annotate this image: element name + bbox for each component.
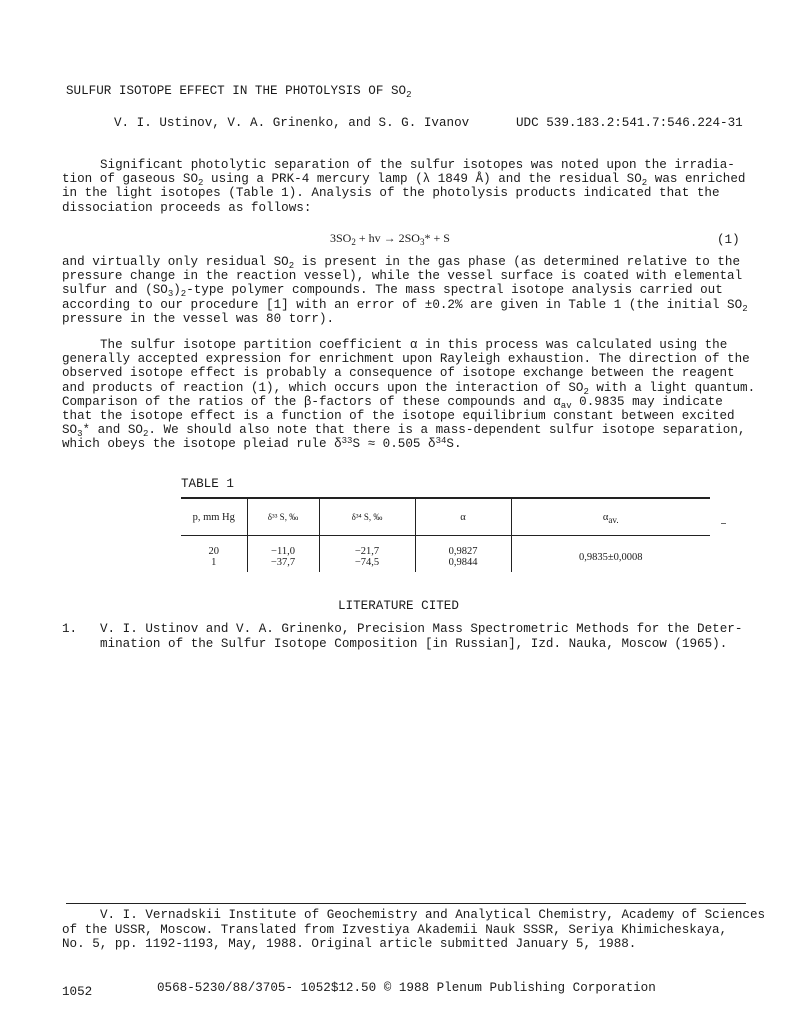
text: S ≈ 0.505 δ xyxy=(352,437,436,452)
cell-d33 xyxy=(247,536,319,573)
line xyxy=(62,380,756,397)
value: −11,0 xyxy=(271,546,295,557)
line: that the isotope effect is a function of the isotope equilibrium constant between excited xyxy=(62,409,735,424)
text: tion of gaseous SO xyxy=(62,172,199,187)
footnote-line: of the USSR, Moscow. Translated from Izvestiya Akademii Nauk SSSR, Seriya Khimicheskaya, xyxy=(62,922,728,937)
text: S. xyxy=(446,437,462,452)
text: * and SO xyxy=(82,423,143,438)
value: 0,9827 xyxy=(448,546,478,557)
paragraph-2 xyxy=(62,255,750,326)
text: V. I. Ustinov and V. A. Grinenko, Precision Mass Spectrometric Methods for the Deter- xyxy=(100,622,743,636)
superscript: 34 xyxy=(435,436,447,447)
value: 0,9844 xyxy=(448,557,478,568)
cell-alpha xyxy=(415,536,511,573)
header-alpha-av xyxy=(511,498,710,536)
text: was enriched xyxy=(647,172,746,187)
text: . We should also note that there is a mass-dependent sulfur isotope separation, xyxy=(148,423,746,438)
ref-number: 1. xyxy=(62,622,78,636)
cell-pressure xyxy=(181,536,247,573)
paragraph-1 xyxy=(62,158,750,215)
margin-mark xyxy=(721,523,726,524)
footnote-line: No. 5, pp. 1192-1193, May, 1988. Original article submitted January 5, 1988. xyxy=(62,937,637,952)
subscript: 2 xyxy=(742,303,748,314)
title-subscript: 2 xyxy=(406,90,412,100)
text: using a PRK-4 mercury lamp (λ 1849 Å) and the residual SO xyxy=(203,172,642,187)
header-pressure: p, mm Hg xyxy=(181,498,247,536)
alpha-av-subscript: av. xyxy=(608,514,619,525)
title-text: SULFUR ISOTOPE EFFECT IN THE PHOTOLYSIS OF SO xyxy=(66,84,407,98)
subscript: 3 xyxy=(167,289,174,300)
subscript: 3 xyxy=(77,429,83,440)
text: which obeys the isotope pleiad rule δ xyxy=(62,437,342,452)
subscript: 2 xyxy=(198,178,204,189)
line: in the light isotopes (Table 1). Analysis of the photolysis products indicated that the xyxy=(62,186,720,201)
reference-1 xyxy=(62,622,742,652)
line: pressure in the vessel was 80 torr). xyxy=(62,311,335,326)
authors: V. I. Ustinov, V. A. Grinenko, and S. G. Ivanov xyxy=(114,116,470,130)
line: The sulfur isotope partition coefficient α in this process was calculated using the xyxy=(100,338,728,352)
text: SO xyxy=(62,423,78,438)
text: Comparison of the ratios of the β-factors of these compounds and α xyxy=(62,394,561,409)
line xyxy=(62,283,750,300)
value: −74,5 xyxy=(354,557,380,568)
equation-number: (1) xyxy=(717,233,740,247)
text: and virtually only residual SO xyxy=(62,255,289,269)
value: −21,7 xyxy=(354,546,380,557)
cell-alpha-av: 0,9835±0,0008 xyxy=(511,536,710,573)
line xyxy=(62,423,750,440)
subscript: 2 xyxy=(143,429,149,440)
line xyxy=(62,298,750,312)
text: and products of reaction (1), which occurs upon the interaction of SO xyxy=(62,380,584,395)
eq-part: 3SO xyxy=(330,231,352,245)
text: 0.9835 may indicate xyxy=(571,394,723,409)
line xyxy=(62,437,750,451)
subscript: 2 xyxy=(583,386,589,397)
subscript: 2 xyxy=(180,289,187,300)
eq-part: * + S xyxy=(424,231,450,245)
text: with a light quantum. xyxy=(588,380,756,395)
line: observed isotope effect is probably a consequence of isotope exchange between the reagent xyxy=(62,366,735,381)
subscript: 2 xyxy=(351,237,356,247)
page-number: 1052 xyxy=(62,985,93,999)
line xyxy=(62,255,750,269)
literature-heading: LITERATURE CITED xyxy=(338,599,459,613)
value: 1 xyxy=(211,557,217,568)
paragraph-3 xyxy=(62,338,756,452)
subscript: av xyxy=(560,400,572,411)
table-row xyxy=(181,536,710,573)
ref-line xyxy=(62,622,742,637)
line: generally accepted expression for enrichment upon Rayleigh exhaustion. The direction of the xyxy=(62,352,750,367)
alpha-symbol: α xyxy=(602,511,609,523)
subscript: 2 xyxy=(288,261,295,271)
ref-line: mination of the Sulfur Isotope Composition [in Russian], Izd. Nauka, Moscow (1965). xyxy=(100,637,728,651)
udc-code: UDC 539.183.2:541.7:546.224-31 xyxy=(516,116,743,130)
subscript: 2 xyxy=(641,178,648,189)
header-d33: δ³³ S, ‰ xyxy=(247,498,319,536)
cell-d34 xyxy=(319,536,415,573)
table-1 xyxy=(181,497,710,572)
line: Significant photolytic separation of the sulfur isotopes was noted upon the irradia- xyxy=(100,158,735,172)
header-d34: δ³⁴ S, ‰ xyxy=(319,498,415,536)
footnote xyxy=(62,908,765,952)
text: is present in the gas phase (as determined relative to the xyxy=(294,255,741,269)
table-caption: TABLE 1 xyxy=(181,477,234,491)
text: according to our procedure [1] with an error of ±0.2% are given in Table 1 (the initial SO xyxy=(62,297,743,312)
equation-1 xyxy=(330,231,450,246)
line xyxy=(62,172,750,189)
superscript: 33 xyxy=(341,436,353,447)
text: ) xyxy=(173,283,181,298)
footnote-line: V. I. Vernadskii Institute of Geochemistry and Analytical Chemistry, Academy of Sciences xyxy=(100,908,766,922)
value: −37,7 xyxy=(270,557,296,568)
subscript: 3 xyxy=(419,237,425,247)
text: sulfur and (SO xyxy=(62,283,168,298)
line xyxy=(62,395,750,409)
line: dissociation proceeds as follows: xyxy=(62,200,312,215)
value: 20 xyxy=(208,546,219,557)
header-alpha: α xyxy=(415,498,511,536)
footnote-divider xyxy=(66,903,746,904)
eq-part: + hv → 2SO xyxy=(355,231,420,245)
copyright-line: 0568-5230/88/3705- 1052$12.50 © 1988 Plenum Publishing Corporation xyxy=(157,981,656,995)
line: pressure change in the reaction vessel), while the vessel surface is coated with elemental xyxy=(62,269,743,284)
text: -type polymer compounds. The mass spectral isotope analysis carried out xyxy=(186,283,723,298)
article-title xyxy=(66,84,412,98)
table-header-row xyxy=(181,498,710,536)
